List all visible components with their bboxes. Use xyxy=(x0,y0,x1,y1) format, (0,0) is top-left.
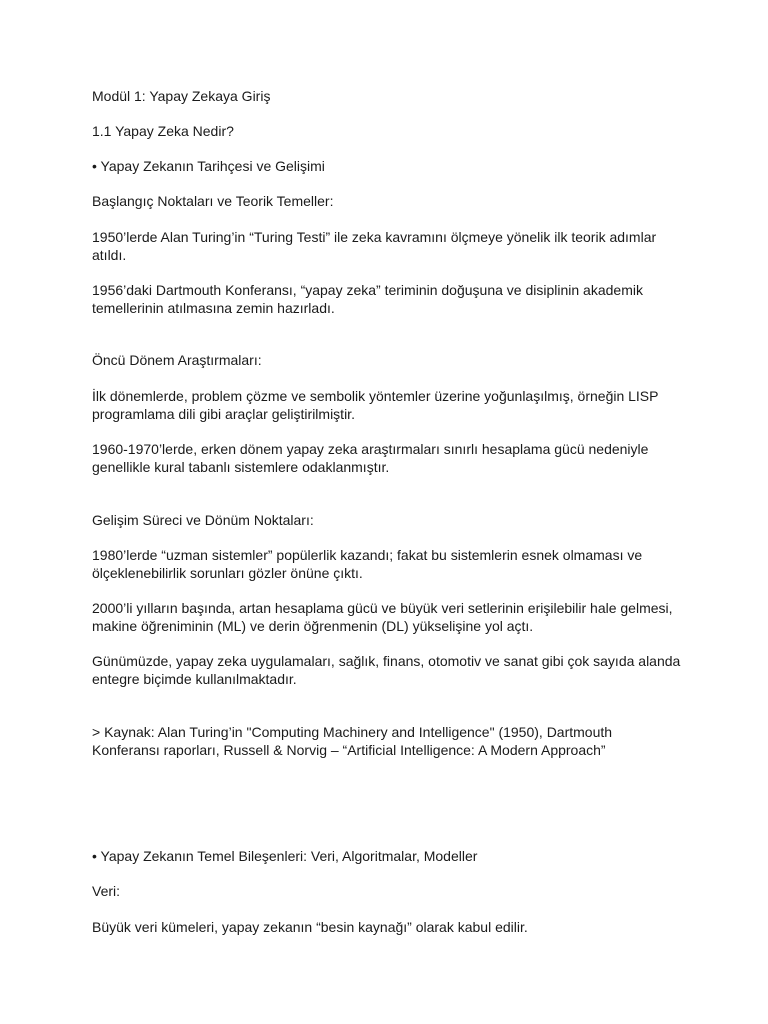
paragraph-dartmouth: 1956’daki Dartmouth Konferansı, “yapay zeka” teriminin doğuşuna ve disiplinin akademik temellerinin atılmasına zemin hazırladı. xyxy=(92,282,643,316)
paragraph-1960s: 1960-1970’lerde, erken dönem yapay zeka araştırmaları sınırlı hesaplama gücü nedeniyle genellikle kural tabanlı sistemlere odaklanmıştır. xyxy=(92,441,649,475)
paragraph-1980s: 1980’lerde “uzman sistemler” popülerlik kazandı; fakat bu sistemlerin esnek olmaması ve ölçeklenebilirlik sorunları gözler önüne çıktı. xyxy=(92,547,643,581)
paragraph-today: Günümüzde, yapay zeka uygulamaları, sağlık, finans, otomotiv ve sanat gibi çok sayıda alanda entegre biçimde kullanılmaktadır. xyxy=(92,653,681,687)
paragraph-lisp: İlk dönemlerde, problem çözme ve sembolik yöntemler üzerine yoğunlaşılmış, örneğin LISP programlama dili gibi araçlar geliştirilmiştir. xyxy=(92,388,659,422)
section-title: 1.1 Yapay Zeka Nedir? xyxy=(92,123,234,139)
paragraph-2000s: 2000’li yılların başında, artan hesaplama gücü ve büyük veri setlerinin erişilebilir hale gelmesi, makine öğreniminin (ML) ve derin öğrenmenin (DL) yükselişine yol açtı. xyxy=(92,600,673,634)
bullet-components: • Yapay Zekanın Temel Bileşenleri: Veri, Algoritmalar, Modeller xyxy=(92,848,478,864)
paragraph-turing: 1950’lerde Alan Turing’in “Turing Testi” ile zeka kavramını ölçmeye yönelik ilk teorik adımlar atıldı. xyxy=(92,229,657,263)
heading-development: Gelişim Süreci ve Dönüm Noktaları: xyxy=(92,512,314,528)
heading-data: Veri: xyxy=(92,883,121,899)
paragraph-source: > Kaynak: Alan Turing’in "Computing Machinery and Intelligence" (1950), Dartmouth Konferansı raporları, Russell & Norvig – “Artificial Intelligence: A Modern Approach” xyxy=(92,724,613,758)
heading-pioneer: Öncü Dönem Araştırmaları: xyxy=(92,352,262,368)
bullet-history: • Yapay Zekanın Tarihçesi ve Gelişimi xyxy=(92,158,325,174)
module-title: Modül 1: Yapay Zekaya Giriş xyxy=(92,88,271,104)
paragraph-bigdata: Büyük veri kümeleri, yapay zekanın “besin kaynağı” olarak kabul edilir. xyxy=(92,919,528,935)
heading-foundations: Başlangıç Noktaları ve Teorik Temeller: xyxy=(92,193,334,209)
